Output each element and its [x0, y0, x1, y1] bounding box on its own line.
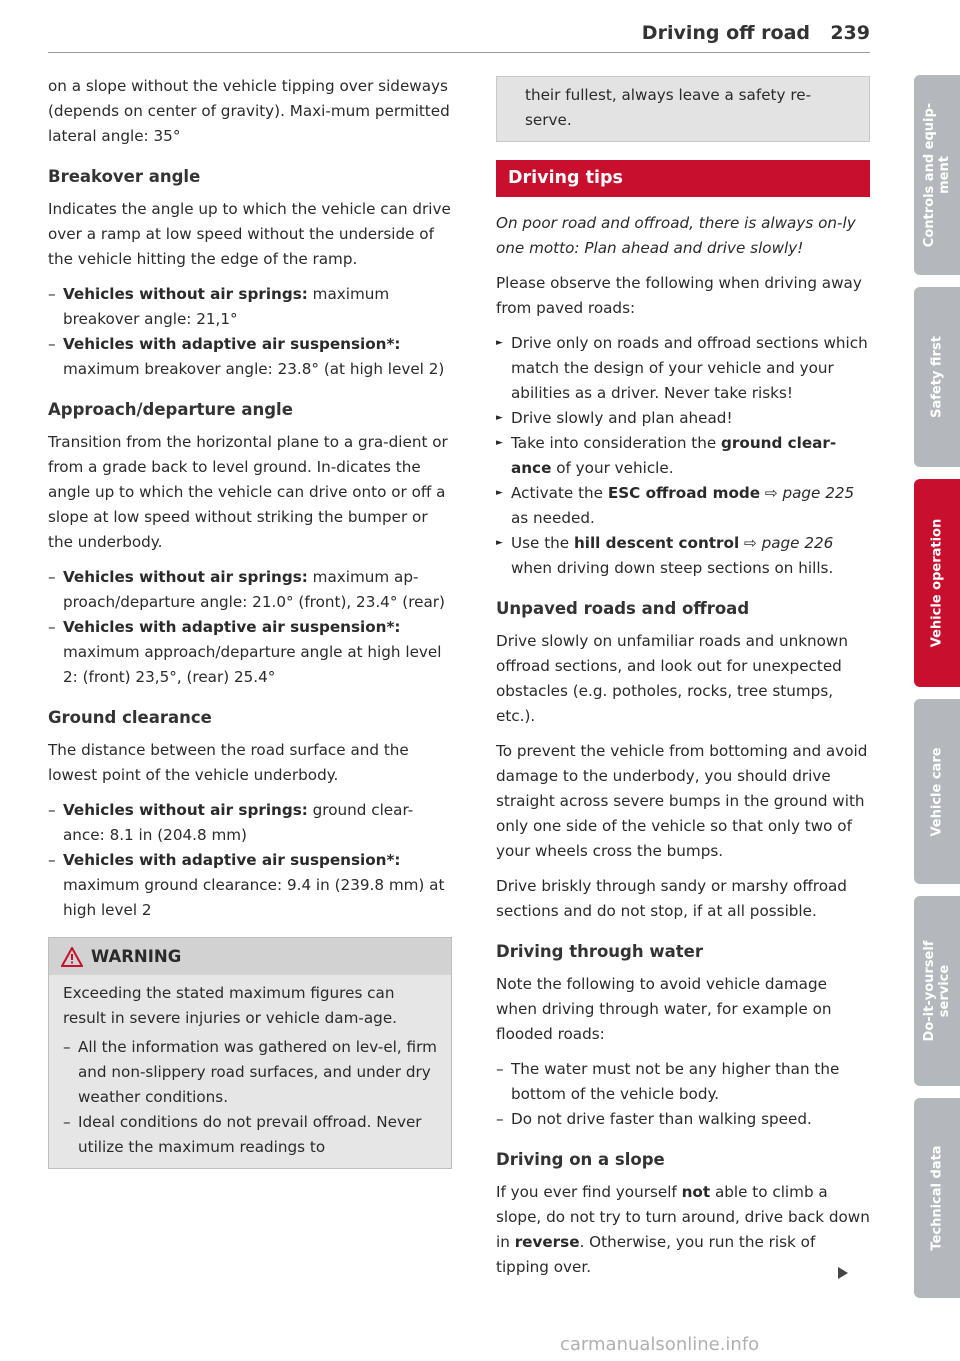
page-reference-link[interactable]: ⇨ page 225 [764, 484, 855, 502]
warning-triangle-icon [61, 947, 83, 967]
list-item: – Vehicles without air springs: maximum ap-proach/departure angle: 21.0° (front), 23.4° (rear) [48, 565, 452, 615]
unpaved-p3: Drive briskly through sandy or marshy offroad sections and do not stop, if at all possible. [496, 877, 847, 920]
list-item: – Vehicles with adaptive air suspension*: maximum ground clearance: 9.4 in (239.8 mm) at high level 2 [48, 848, 452, 923]
breakover-list [48, 282, 452, 382]
left-intro: on a slope without the vehicle tipping over sideways (depends on center of gravity). Maxi-mum permitted lateral angle: 35° [48, 77, 450, 145]
list-item: ► Activate the ESC offroad mode ⇨ page 225 as needed. [496, 481, 870, 531]
header-title: Driving off road [641, 22, 810, 44]
unpaved-heading: Unpaved roads and offroad [496, 599, 750, 618]
footer-watermark: carmanualsonline.info [560, 1334, 760, 1355]
page-header [48, 0, 870, 53]
list-item: – Vehicles without air springs: maximum breakover angle: 21,1° [48, 282, 452, 332]
tab-technical-data[interactable]: Technical data [914, 1098, 960, 1298]
warning-continued-text: their fullest, always leave a safety re-serve. [525, 86, 812, 129]
tab-controls-and-equipment[interactable]: Controls and equip- ment [914, 75, 960, 275]
tips-list [496, 331, 870, 581]
water-list [496, 1057, 870, 1132]
list-item: – Vehicles without air springs: ground clear-ance: 8.1 in (204.8 mm) [48, 798, 452, 848]
left-column [48, 74, 452, 1169]
warning-text: Exceeding the stated maximum figures can result in severe injuries or vehicle dam-age. [63, 984, 397, 1027]
list-item: ► Use the hill descent control ⇨ page 226 when driving down steep sections on hills. [496, 531, 870, 581]
clearance-text: The distance between the road surface and the lowest point of the vehicle underbody. [48, 741, 409, 784]
warning-body [49, 975, 451, 1168]
warning-header [49, 938, 451, 975]
slope-text: If you ever find yourself not able to climb a slope, do not try to turn around, drive back down in reverse. Otherwise, you run the risk of tipping over. [496, 1183, 870, 1276]
list-item: ► Drive slowly and plan ahead! [496, 406, 870, 431]
warning-box [48, 937, 452, 1169]
approach-list [48, 565, 452, 690]
warning-title: WARNING [91, 947, 182, 966]
list-item: – All the information was gathered on lev-el, firm and non-slippery road surfaces, and under dry weather conditions. [63, 1035, 437, 1110]
tab-safety-first[interactable]: Safety first [914, 287, 960, 467]
list-item: – Ideal conditions do not prevail offroad. Never utilize the maximum readings to [63, 1110, 437, 1160]
warning-list [63, 1035, 437, 1160]
section-title-driving-tips: Driving tips [496, 160, 870, 197]
tab-do-it-yourself-service[interactable]: Do-it-yourself service [914, 896, 960, 1086]
page-reference-link[interactable]: ⇨ page 226 [744, 534, 834, 552]
list-item: – Vehicles with adaptive air suspension*: maximum approach/departure angle at high level 2: (front) 23,5°, (rear) 25.4° [48, 615, 452, 690]
list-item: – The water must not be any higher than the bottom of the vehicle body. [496, 1057, 870, 1107]
list-item: ► Drive only on roads and offroad sections which match the design of your vehicle and your abilities as a driver. Never take risks! [496, 331, 870, 406]
approach-text: Transition from the horizontal plane to a gra-dient or from a grade back to level ground. In-dicates the angle up to which the vehicle can drive onto or off a slope at low speed without striking the bumper or the underbody. [48, 433, 448, 551]
slope-heading: Driving on a slope [496, 1150, 665, 1169]
continue-arrow-icon [838, 1267, 848, 1279]
tab-vehicle-care[interactable]: Vehicle care [914, 699, 960, 884]
intro-italic: On poor road and offroad, there is always on-ly one motto: Plan ahead and drive slowly! [496, 214, 856, 257]
water-text: Note the following to avoid vehicle damage when driving through water, for example on flooded roads: [496, 975, 832, 1043]
list-item: – Do not drive faster than walking speed. [496, 1107, 870, 1132]
list-item: ► Take into consideration the ground clear-ance of your vehicle. [496, 431, 870, 481]
breakover-heading: Breakover angle [48, 167, 201, 186]
page-number: 239 [830, 22, 870, 44]
clearance-list [48, 798, 452, 923]
right-column [496, 76, 870, 1290]
list-item: – Vehicles with adaptive air suspension*: maximum breakover angle: 23.8° (at high level 2) [48, 332, 452, 382]
tab-vehicle-operation[interactable]: Vehicle operation [914, 479, 960, 687]
unpaved-p1: Drive slowly on unfamiliar roads and unknown offroad sections, and look out for unexpected obstacles (e.g. potholes, rocks, tree stumps, etc.). [496, 632, 848, 725]
clearance-heading: Ground clearance [48, 708, 212, 727]
breakover-text: Indicates the angle up to which the vehicle can drive over a ramp at low speed without the underside of the vehicle hitting the edge of the ramp. [48, 200, 451, 268]
approach-heading: Approach/departure angle [48, 400, 293, 419]
observe-text: Please observe the following when driving away from paved roads: [496, 274, 862, 317]
unpaved-p2: To prevent the vehicle from bottoming and avoid damage to the underbody, you should drive straight across severe bumps in the ground with only one side of the vehicle so that only two of your wheels cross the bumps. [496, 742, 868, 860]
water-heading: Driving through water [496, 942, 703, 961]
warning-continued-box [496, 76, 870, 142]
